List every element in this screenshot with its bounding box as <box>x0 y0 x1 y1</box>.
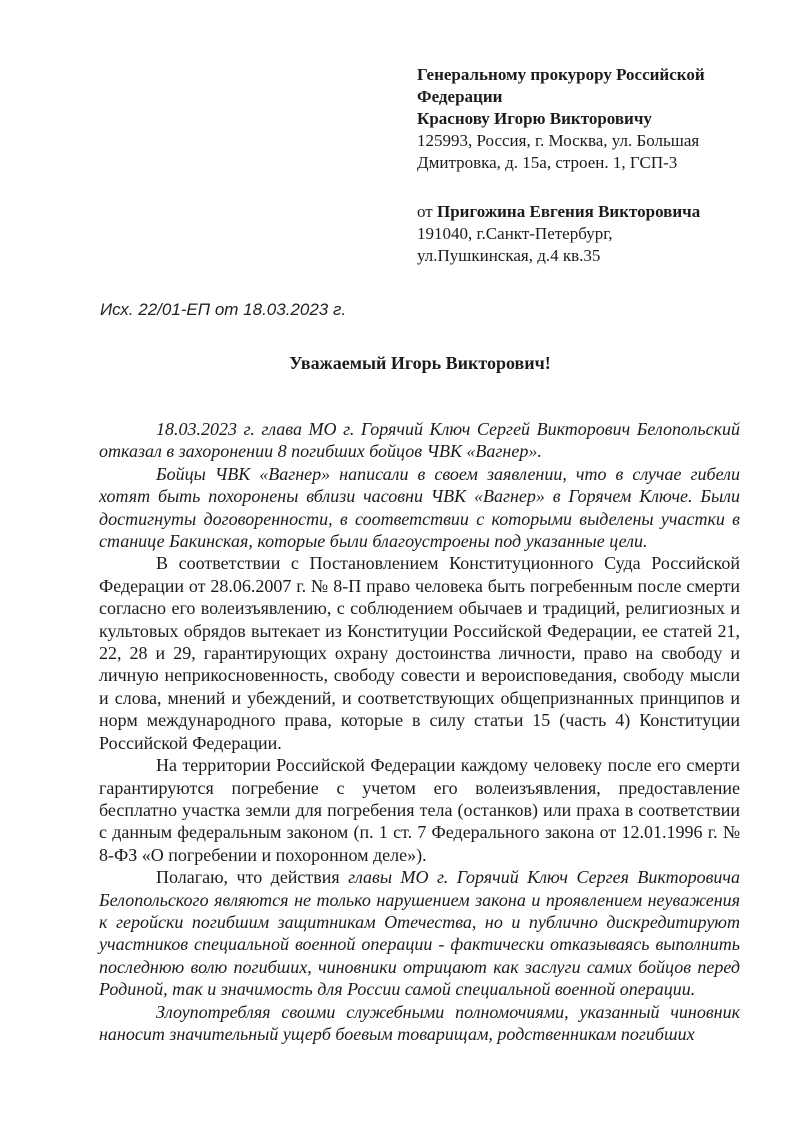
sender-name: Пригожина Евгения Викторовича <box>436 202 701 221</box>
sender-address-line-2: ул.Пушкинская, д.4 кв.35 <box>417 246 601 265</box>
sender-prefix: от <box>417 202 437 221</box>
body-paragraph-4: На территории Российской Федерации каждому человеку после его смерти гарантируются погребение с учетом его волеизъявления, предоставление бесплатно участка земли для погребения тела (останков) или праха в соответствии с данным федеральным законом (п. 1 ст. 7 Федерального закона от 12.01.1996 г. № 8-ФЗ «О погребении и похоронном деле»). <box>99 755 740 865</box>
sender-line <box>417 201 753 223</box>
sender-address-line-1: 191040, г.Санкт-Петербург, <box>417 224 613 243</box>
salutation: Уважаемый Игорь Викторович! <box>289 353 551 373</box>
body-paragraph-1: 18.03.2023 г. глава МО г. Горячий Ключ Сергей Викторович Белопольский отказал в захоронении 8 погибших бойцов ЧВК «Вагнер». <box>99 419 740 462</box>
recipient-organization: Генеральному прокурору Российской Федерации <box>417 65 705 106</box>
recipient-address: 125993, Россия, г. Москва, ул. Большая Дмитровка, д. 15а, строен. 1, ГСП-3 <box>417 131 700 172</box>
body-paragraph-2: Бойцы ЧВК «Вагнер» написали в своем заявлении, что в случае гибели хотят быть похоронены вблизи часовни ЧВК «Вагнер» в Горячем Ключе. Были достигнуты договоренности, в соответствии с которыми выделены участки в станице Бакинская, которые были благоустроены под указанные цели. <box>99 463 740 552</box>
body-paragraph-5-lead: Полагаю, что действия <box>156 867 349 888</box>
body-paragraph-5 <box>99 866 740 1000</box>
recipient-person: Краснову Игорю Викторовичу <box>417 109 652 128</box>
outgoing-reference: Исх. 22/01-ЕП от 18.03.2023 г. <box>100 300 347 319</box>
body-paragraph-5-emphasis: главы МО г. Горячий Ключ Сергея Викторовича Белопольского являются не только нарушением закона и проявлением неуважения к геройски погибшим защитникам Отечества, но и публично дискредитируют участников специальной военной операции - фактически отказываясь выполнить последнюю волю погибших, чиновники отрицают как заслуги самих бойцов перед Родиной, так и значимость для России самой специальной военной операции. <box>99 867 741 1000</box>
recipient-block <box>417 64 753 267</box>
body-paragraph-3: В соответствии с Постановлением Конституционного Суда Российской Федерации от 28.06.2007 г. № 8-П право человека быть погребенным после смерти согласно его волеизъявлению, с соблюдением обычаев и традиций, религиозных и культовых обрядов вытекает из Конституции Российской Федерации, ее статей 21, 22, 28 и 29, гарантирующих охрану достоинства личности, право на свободу и личную неприкосновенность, свободу совести и вероисповедания, свободу мысли и слова, мнений и убеждений, и соответствующих общепризнанных принципов и норм международного права, которые в силу статьи 15 (часть 4) Конституции Российской Федерации. <box>99 553 740 753</box>
letter-body <box>99 418 740 1045</box>
body-paragraph-6: Злоупотребляя своими служебными полномочиями, указанный чиновник наносит значительный ущерб боевым товарищам, родственникам погибших <box>99 1001 740 1044</box>
